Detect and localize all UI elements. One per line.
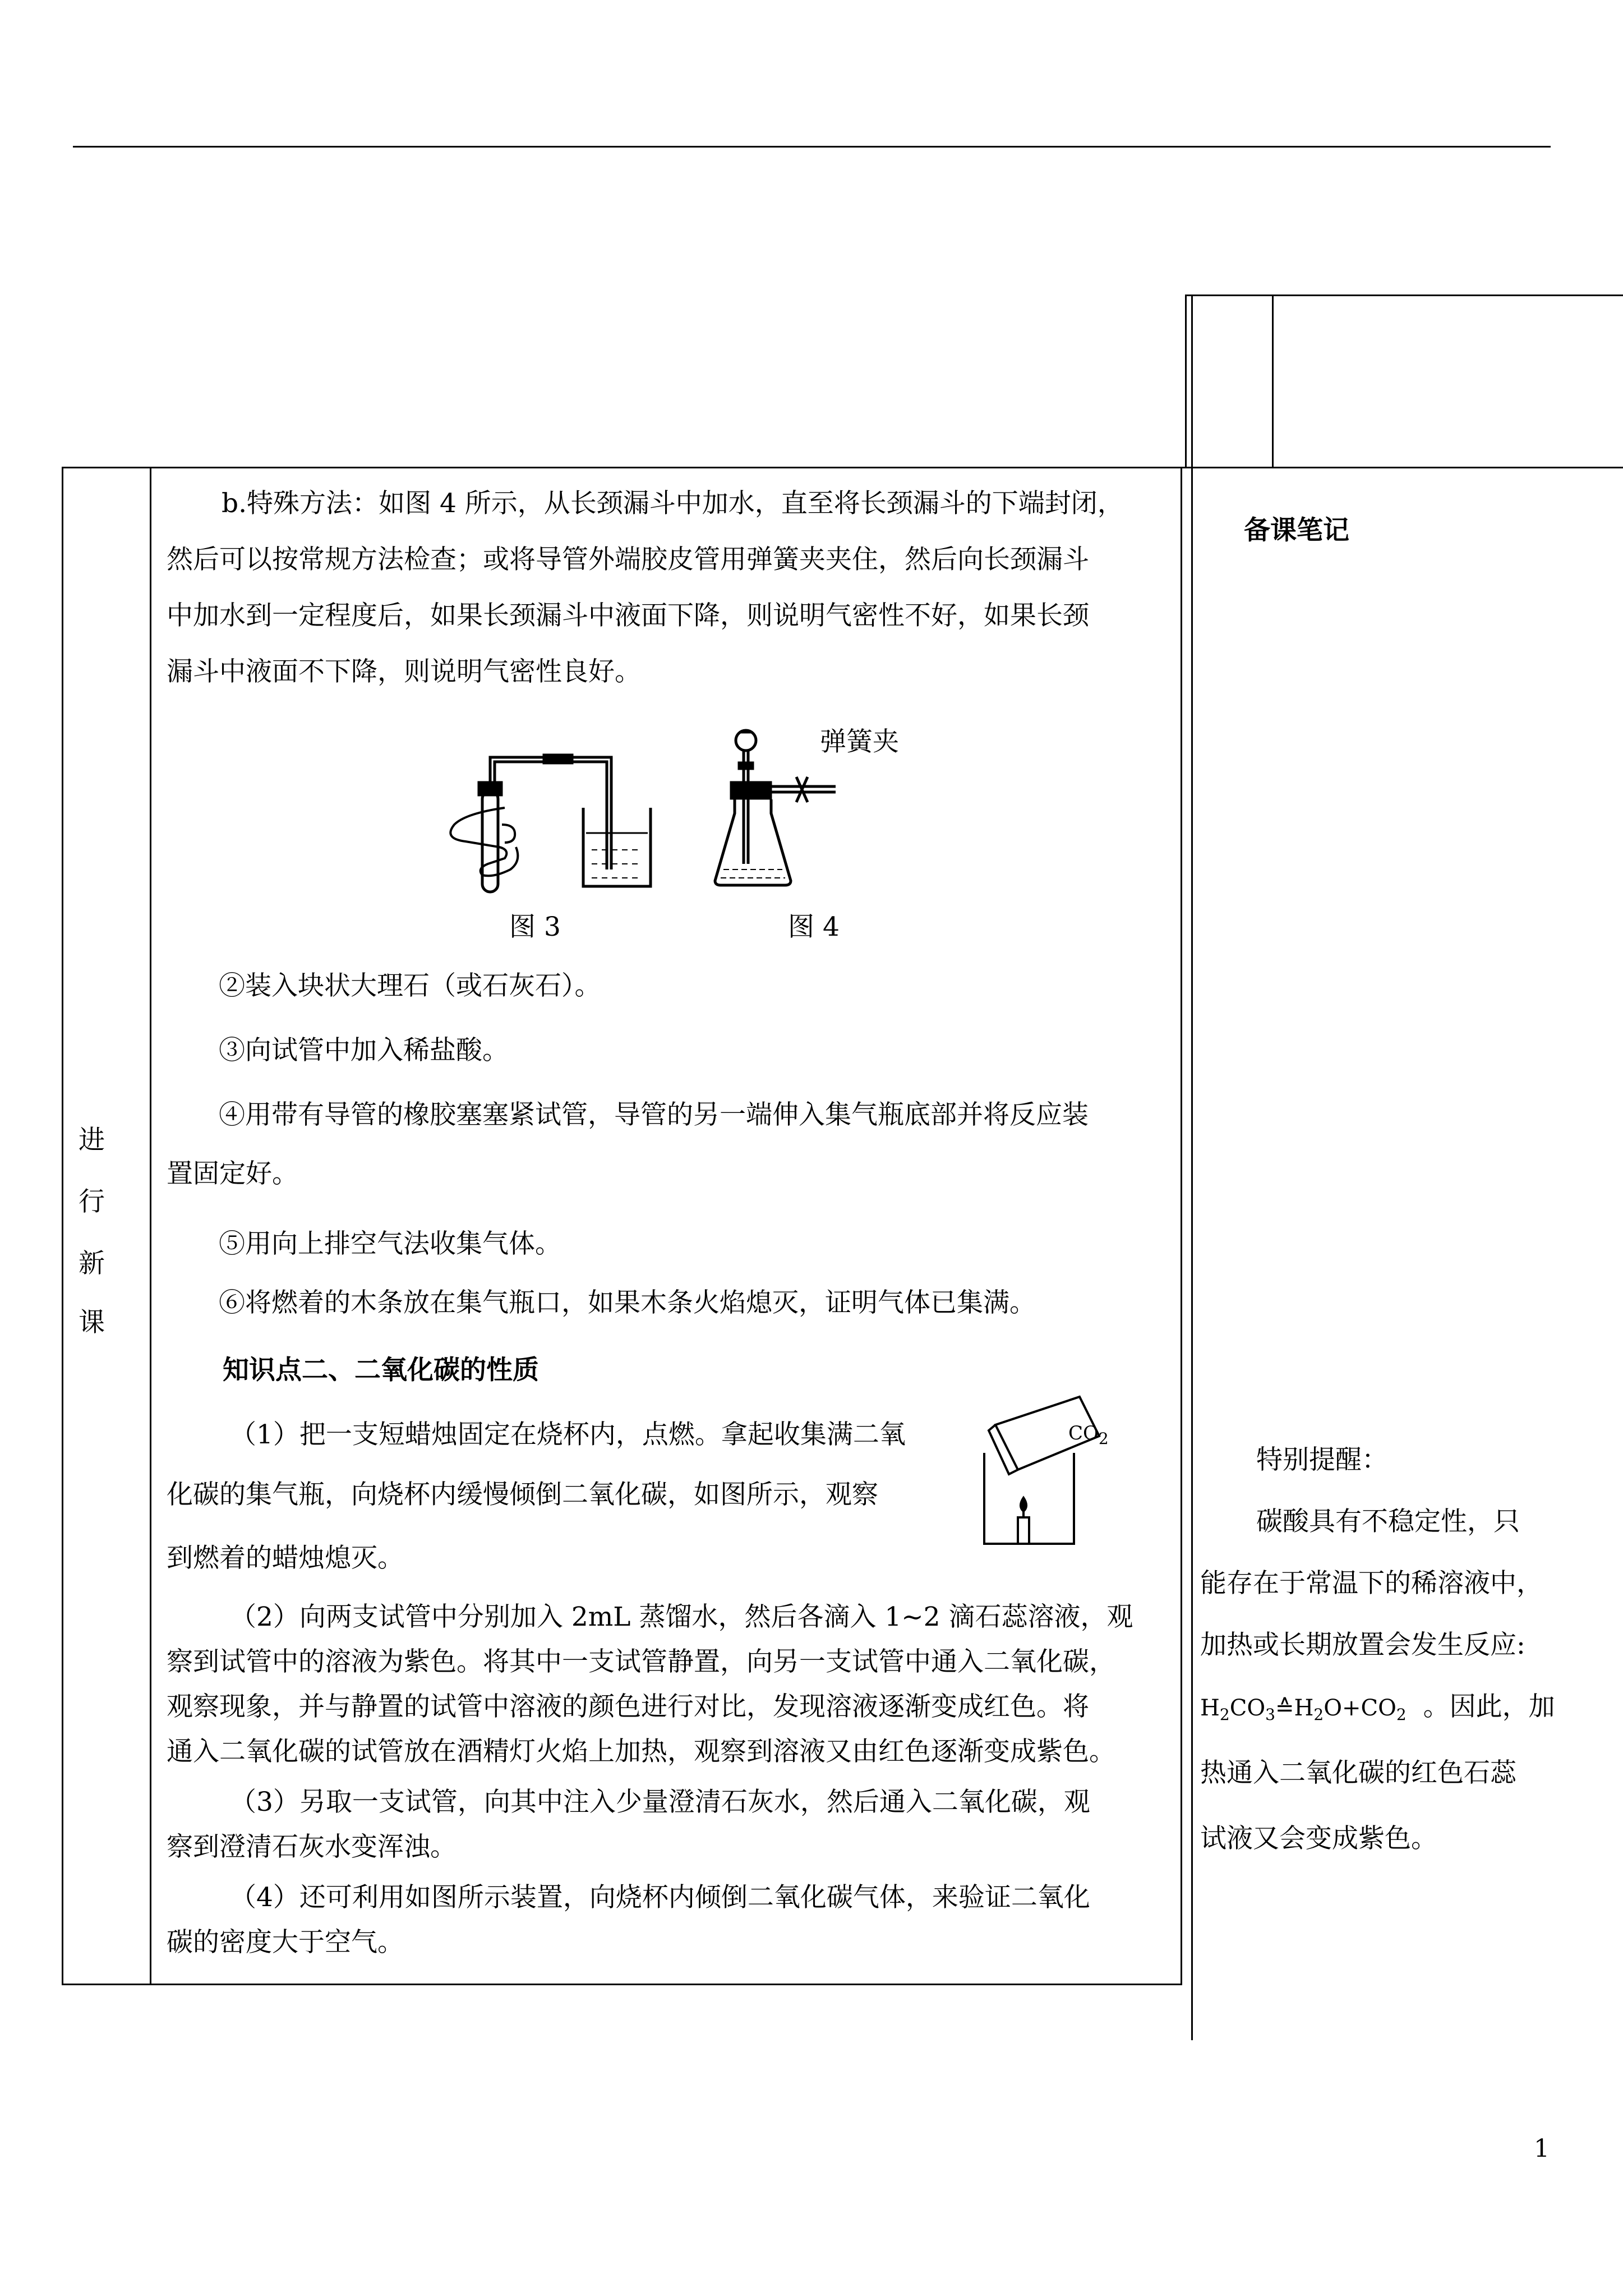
step-3: ③向试管中加入稀盐酸。 (219, 1035, 509, 1066)
main-table-label-divider (150, 467, 151, 1985)
paragraph-1-line: 到燃着的蜡烛熄灭。 (167, 1543, 404, 1573)
main-table-bottom-border (62, 1984, 1182, 1985)
paragraph-2-line: 察到试管中的溶液为紫色。将其中一支试管静置，向另一支试管中通入二氧化碳， (167, 1646, 1115, 1677)
reminder-title: 特别提醒： (1256, 1444, 1388, 1475)
top-box-left-border (1185, 295, 1187, 468)
paragraph-2-line: 观察现象，并与静置的试管中溶液的颜色进行对比，发现溶液逐渐变成红色。将 (167, 1691, 1089, 1722)
step-2: ②装入块状大理石（或石灰石）。 (219, 970, 601, 1001)
paragraph-1-line: （1）把一支短蜡烛固定在烧杯内，点燃。拿起收集满二氧 (230, 1419, 906, 1450)
section-label-char: 新 (79, 1248, 105, 1279)
step-4-line-2: 置固定好。 (167, 1158, 298, 1189)
reminder-tail-line: 热通入二氧化碳的红色石蕊 (1200, 1757, 1516, 1788)
top-box-divider (1272, 295, 1274, 468)
paragraph-3-line: （3）另取一支试管，向其中注入少量澄清石灰水，然后通入二氧化碳，观 (230, 1787, 1090, 1818)
main-table-top-border (62, 467, 1623, 468)
paragraph-3-line: 察到澄清石灰水变浑浊。 (167, 1832, 457, 1862)
paragraph-4-line: （4）还可利用如图所示装置，向烧杯内倾倒二氧化碳气体，来验证二氧化 (230, 1882, 1090, 1913)
figure-4-clamp-label: 弹簧夹 (820, 726, 899, 757)
figure-3-illustration (443, 740, 679, 898)
special-method-line: b.特殊方法：如图 4 所示，从长颈漏斗中加水，直至将长颈漏斗的下端封闭， (222, 488, 1124, 519)
co2-jar-label (1068, 1422, 1109, 1448)
reminder-tail-line: 试液又会变成紫色。 (1200, 1823, 1437, 1854)
notes-title: 备课笔记 (1244, 515, 1349, 546)
reminder-line: 能存在于常温下的稀溶液中， (1200, 1568, 1543, 1599)
paragraph-2-line: 通入二氧化碳的试管放在酒精灯火焰上加热，观察到溶液又由红色逐渐变成紫色。 (167, 1736, 1115, 1767)
co2-jar-label-text: CO (1068, 1422, 1099, 1444)
main-table-right-border (1181, 467, 1182, 1985)
step-5: ⑤用向上排空气法收集气体。 (219, 1228, 561, 1259)
section-label-char: 行 (79, 1186, 105, 1217)
co2-jar-label-sub: 2 (1098, 1429, 1109, 1448)
step-6: ⑥将燃着的木条放在集气瓶口，如果木条火焰熄灭，证明气体已集满。 (219, 1287, 1036, 1318)
knowledge-point-title: 知识点二、二氧化碳的性质 (223, 1355, 539, 1386)
reaction-formula: $H_2CO_3≙H_2O+CO_2$ 。因此，加 (1200, 1691, 1555, 1724)
top-box-left-border-inner (1191, 295, 1193, 468)
reminder-line: 加热或长期放置会发生反应: (1200, 1630, 1525, 1660)
page-number: 1 (1534, 2134, 1550, 2163)
paragraph-4-line: 碳的密度大于空气。 (167, 1927, 404, 1958)
section-label-char: 进 (79, 1125, 105, 1156)
special-method-line: 漏斗中液面不下降，则说明气密性良好。 (167, 656, 641, 687)
header-rule (73, 146, 1551, 148)
main-table-left-border (62, 467, 63, 1985)
special-method-line: 然后可以按常规方法检查；或将导管外端胶皮管用弹簧夹夹住，然后向长颈漏斗 (167, 544, 1089, 575)
reminder-line: 碳酸具有不稳定性，只 (1256, 1506, 1520, 1537)
paragraph-1-line: 化碳的集气瓶，向烧杯内缓慢倾倒二氧化碳，如图所示，观察 (167, 1479, 878, 1510)
step-4-line-1: ④用带有导管的橡胶塞塞紧试管，导管的另一端伸入集气瓶底部并将反应装 (219, 1099, 1089, 1130)
section-label-char: 课 (79, 1307, 105, 1338)
special-method-line: 中加水到一定程度后，如果长颈漏斗中液面下降，则说明气密性不好，如果长颈 (167, 600, 1089, 631)
figure-3-caption: 图 3 (509, 912, 561, 942)
notes-column-border (1191, 467, 1193, 2040)
paragraph-2-line: （2）向两支试管中分别加入 2mL 蒸馏水，然后各滴入 1~2 滴石蕊溶液，观 (230, 1602, 1133, 1632)
top-box-top-border (1185, 295, 1623, 296)
figure-4-caption: 图 4 (788, 912, 840, 942)
co2-pouring-illustration (973, 1391, 1141, 1554)
